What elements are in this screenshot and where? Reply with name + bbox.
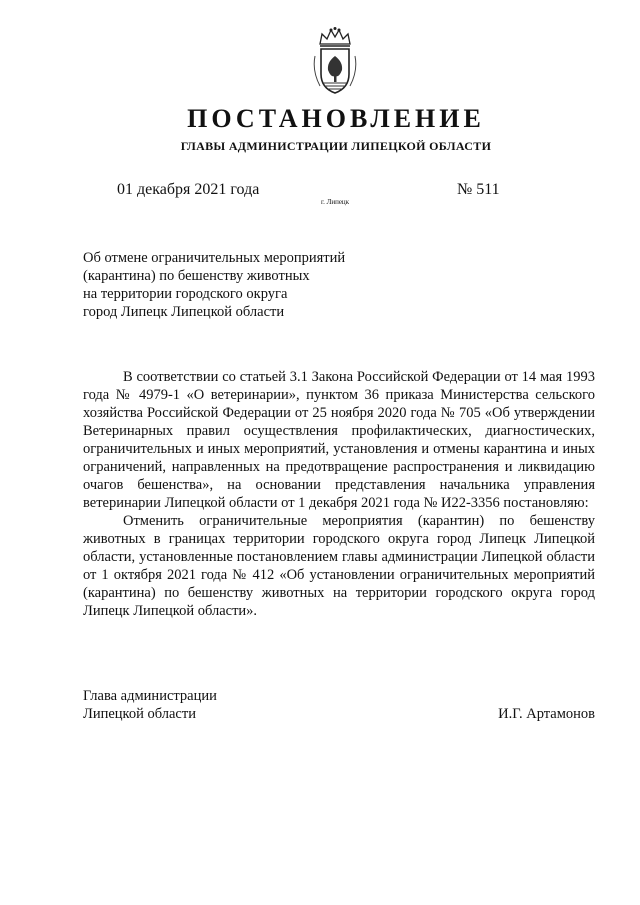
document-city: г. Липецк	[321, 198, 350, 206]
document-subtitle: ГЛАВЫ АДМИНИСТРАЦИИ ЛИПЕЦКОЙ ОБЛАСТИ	[180, 139, 492, 153]
document-subject	[83, 249, 373, 321]
document-date: 01 декабря 2021 года	[117, 181, 260, 198]
signatory-position-line: Липецкой области	[83, 706, 196, 722]
signatory-name: И.Г. Артамонов	[498, 706, 595, 722]
body-paragraph: В соответствии со статьей 3.1 Закона Российской Федерации от 14 мая 1993 года № 4979-1 «О ветеринарии», пунктом 36 приказа Министерства сельского хозяйства Российской Федерации от 25 ноября 2020 года № 705 «Об утверждении Ветеринарных правил осуществления профилактических, диагностических, ограничительных и иных мероприятий, установления и отмены карантина и иных ограничений, направленных на предотвращение распространения и ликвидацию очагов бешенства», на основании представления начальника управления ветеринарии Липецкой области от 1 декабря 2021 года № И22-3356 постановляю:	[83, 369, 595, 511]
subject-line: Об отмене ограничительных мероприятий	[83, 250, 346, 266]
document-number: № 511	[457, 181, 500, 198]
coat-of-arms-icon	[312, 26, 358, 96]
document-title: ПОСТАНОВЛЕНИЕ	[187, 104, 485, 133]
document-body	[83, 368, 595, 620]
signatory-position-line: Глава администрации	[83, 688, 217, 704]
body-paragraph: Отменить ограничительные мероприятия (карантин) по бешенству животных в границах территории городского округа город Липецк Липецкой области, установленные постановлением главы администрации Липецкой области от 1 октября 2021 года № 412 «Об установлении ограничительных мероприятий (карантина) по бешенству животных на территории городского округа город Липецк Липецкой области».	[83, 513, 595, 619]
subject-line: город Липецк Липецкой области	[83, 304, 285, 320]
signatory-position	[83, 687, 217, 723]
subject-line: (карантина) по бешенству животных	[83, 268, 310, 284]
subject-line: на территории городского округа	[83, 286, 288, 302]
